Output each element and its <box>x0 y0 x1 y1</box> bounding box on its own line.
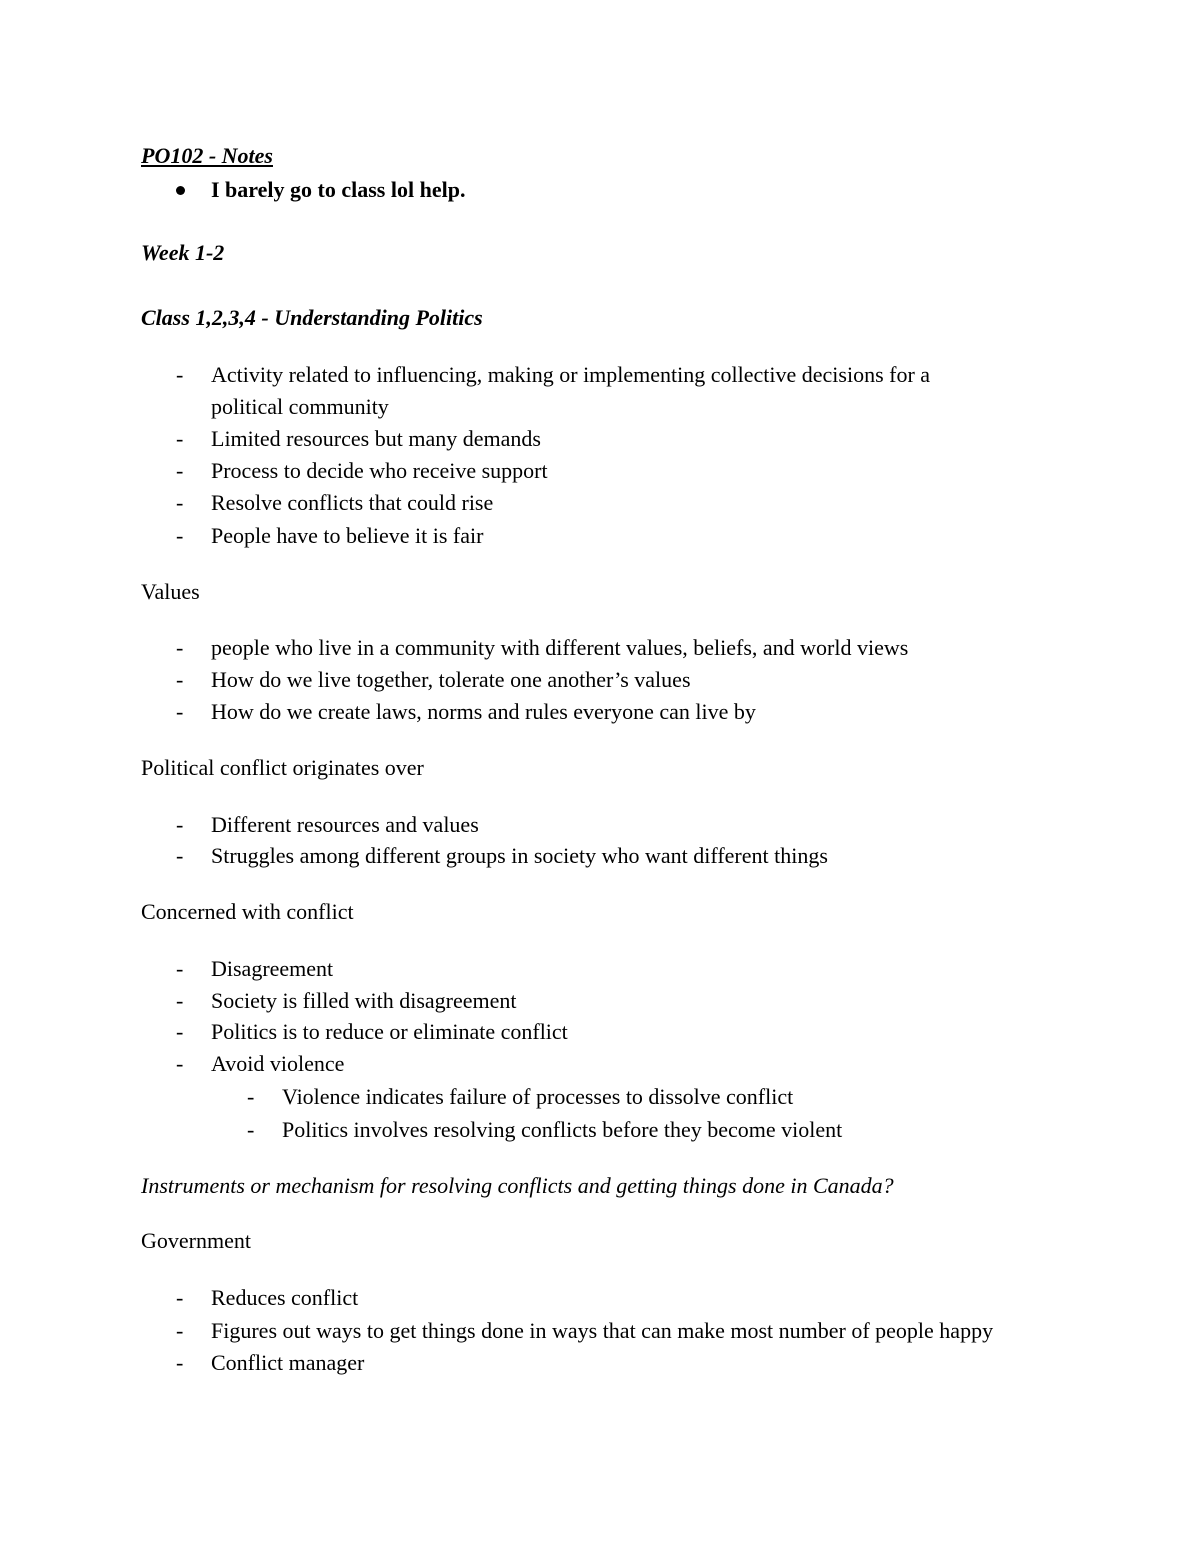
government-heading: Government <box>141 1228 251 1253</box>
instruments-question: Instruments or mechanism for resolving conflicts and getting things done in Canada? <box>141 1173 894 1198</box>
list-item: Figures out ways to get things done in ways that can make most number of people happy <box>211 1318 994 1343</box>
sublist-item: Politics involves resolving conflicts before they become violent <box>282 1117 843 1142</box>
values-heading: Values <box>141 579 200 604</box>
list-item: Conflict manager <box>211 1350 365 1375</box>
list-item: Society is filled with disagreement <box>211 988 517 1013</box>
sublist-dash: - <box>247 1117 255 1142</box>
list-item: Reduces conflict <box>211 1285 359 1310</box>
list-item: How do we create laws, norms and rules everyone can live by <box>211 699 756 724</box>
concerned-heading: Concerned with conflict <box>141 899 354 924</box>
list-dash: - <box>176 426 184 451</box>
list-item: How do we live together, tolerate one another’s values <box>211 667 691 692</box>
list-item: Different resources and values <box>211 812 479 837</box>
list-item: Avoid violence <box>211 1051 345 1076</box>
list-item-continuation: political community <box>211 394 389 419</box>
list-dash: - <box>176 956 184 981</box>
intro-bullet-text: I barely go to class lol help. <box>211 177 466 202</box>
list-dash: - <box>176 988 184 1013</box>
list-dash: - <box>176 667 184 692</box>
document-title: PO102 - Notes <box>141 143 273 168</box>
list-item: Struggles among different groups in society who want different things <box>211 843 828 868</box>
list-dash: - <box>176 1350 184 1375</box>
week-heading: Week 1-2 <box>141 240 225 265</box>
list-item: people who live in a community with different values, beliefs, and world views <box>211 635 909 660</box>
list-dash: - <box>176 1019 184 1044</box>
list-dash: - <box>176 523 184 548</box>
list-item: Activity related to influencing, making or implementing collective decisions for a <box>211 362 931 387</box>
list-dash: - <box>176 490 184 515</box>
sublist-dash: - <box>247 1084 255 1109</box>
list-item: Resolve conflicts that could rise <box>211 490 494 515</box>
list-item: Process to decide who receive support <box>211 458 548 483</box>
class-heading: Class 1,2,3,4 - Understanding Politics <box>141 305 483 330</box>
list-item: Limited resources but many demands <box>211 426 541 451</box>
list-dash: - <box>176 1051 184 1076</box>
list-item: Politics is to reduce or eliminate conflict <box>211 1019 568 1044</box>
sublist-item: Violence indicates failure of processes to dissolve conflict <box>282 1084 794 1109</box>
bullet-dot <box>176 186 185 195</box>
list-dash: - <box>176 362 184 387</box>
list-dash: - <box>176 699 184 724</box>
list-dash: - <box>176 1285 184 1310</box>
list-dash: - <box>176 1318 184 1343</box>
list-dash: - <box>176 458 184 483</box>
list-dash: - <box>176 812 184 837</box>
list-dash: - <box>176 843 184 868</box>
list-item: Disagreement <box>211 956 334 981</box>
list-item: People have to believe it is fair <box>211 523 484 548</box>
conflict-origin-heading: Political conflict originates over <box>141 755 424 780</box>
list-dash: - <box>176 635 184 660</box>
